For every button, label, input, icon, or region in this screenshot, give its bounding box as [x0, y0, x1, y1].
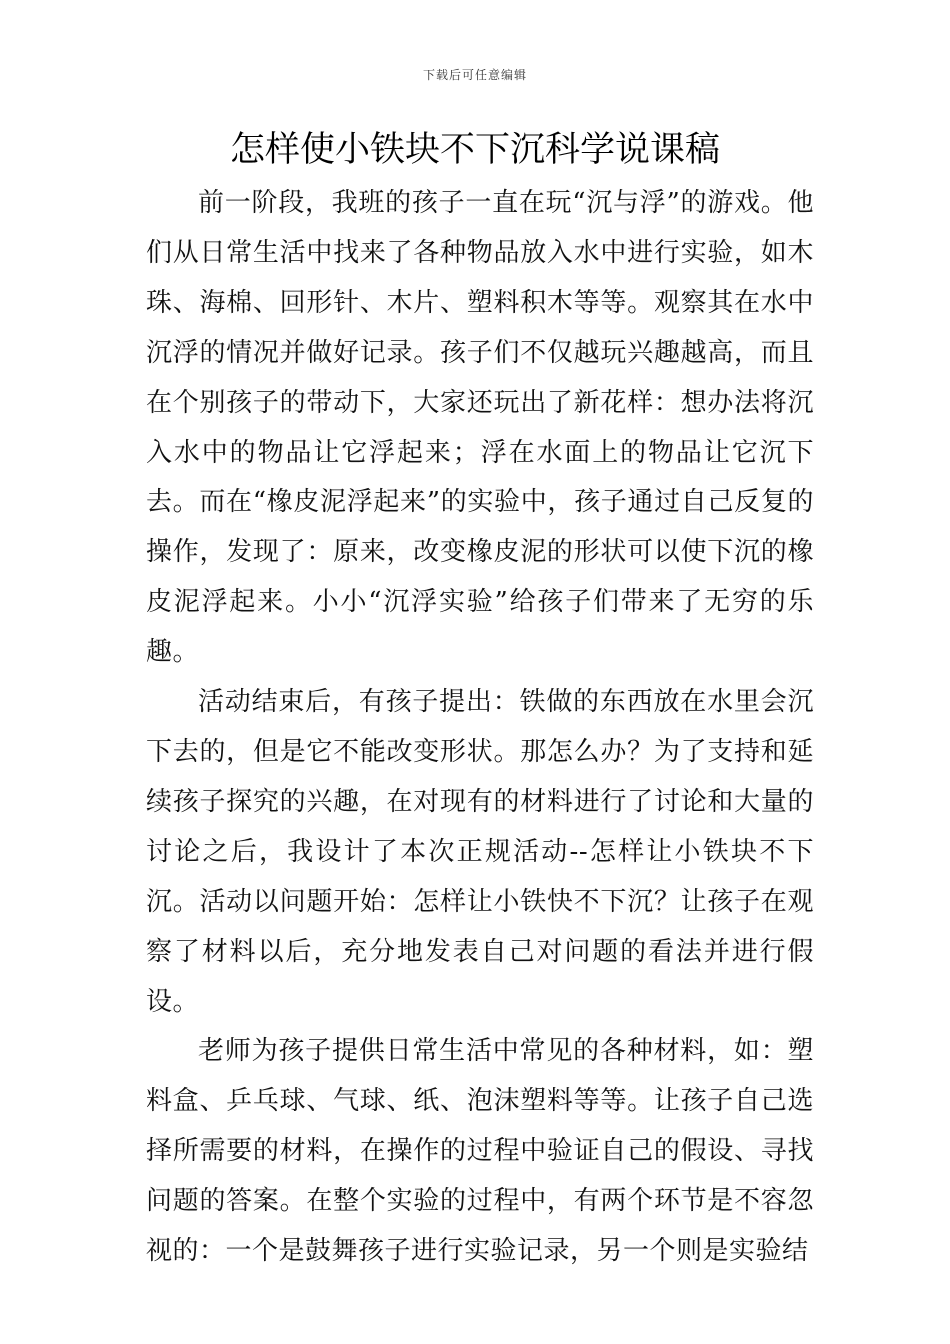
document-body: [146, 179, 814, 1277]
header-note: 下载后可任意编辑: [422, 68, 527, 82]
paragraph: 活动结束后，有孩子提出：铁做的东西放在水里会沉下去的，但是它不能改变形状。那怎么办？为了支持和延续孩子探究的兴趣，在对现有的材料进行了讨论和大量的讨论之后，我设计了本次正规活动--怎样让小铁块不下沉。活动以问题开始：怎样让小铁快不下沉？让孩子在观察了材料以后，充分地发表自己对问题的看法并进行假设。: [146, 687, 814, 1017]
paragraph: 前一阶段，我班的孩子一直在玩“沉与浮”的游戏。他们从日常生活中找来了各种物品放入水中进行实验，如木珠、海棉、回形针、木片、塑料积木等等。观察其在水中沉浮的情况并做好记录。孩子们不仅越玩兴趣越高，而且在个别孩子的带动下，大家还玩出了新花样：想办法将沉入水中的物品让它浮起来；浮在水面上的物品让它沉下去。而在“橡皮泥浮起来”的实验中，孩子通过自己反复的操作，发现了：原来，改变橡皮泥的形状可以使下沉的橡皮泥浮起来。小小“沉浮实验”给孩子们带来了无穷的乐趣。: [146, 188, 814, 668]
document-title: 怎样使小铁块不下沉科学说课稿: [229, 130, 720, 170]
paragraph: 老师为孩子提供日常生活中常见的各种材料，如：塑料盒、乒乓球、气球、纸、泡沫塑料等等。让孩子自己选择所需要的材料，在操作的过程中验证自己的假设、寻找问题的答案。在整个实验的过程中，有两个环节是不容忽视的：一个是鼓舞孩子进行实验记录，另一个则是实验结: [146, 1036, 814, 1267]
